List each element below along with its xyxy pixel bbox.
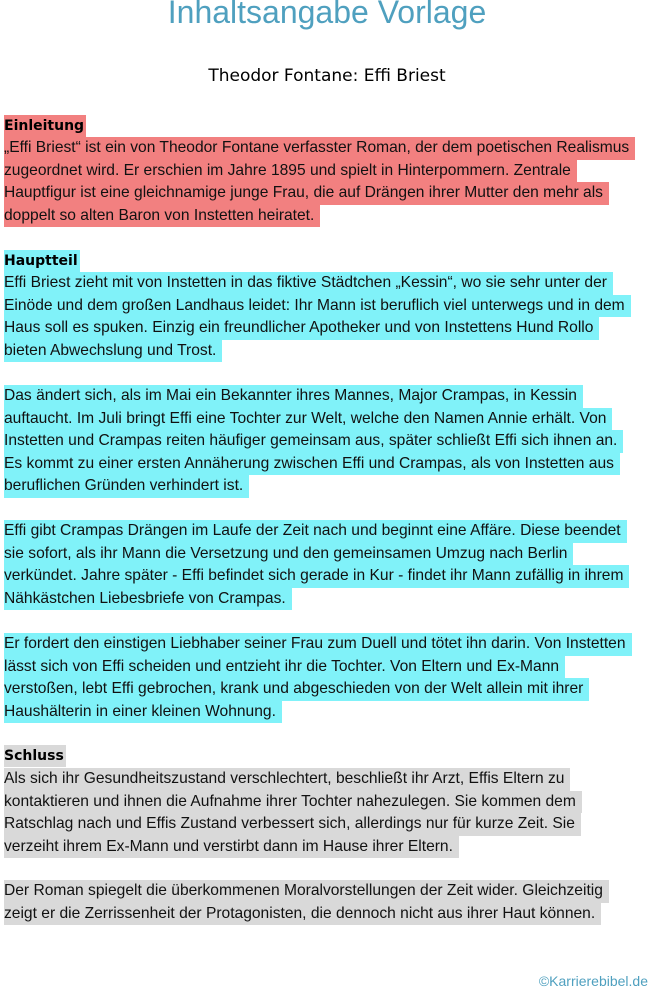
einleitung-paragraph — [4, 137, 635, 227]
schluss-paragraph-1 — [4, 768, 582, 858]
page-title: Inhaltsangabe Vorlage — [167, 0, 487, 30]
hauptteil-paragraph-4 — [4, 633, 632, 723]
schluss-paragraph-2 — [4, 880, 609, 925]
text-line: verzeiht ihrem Ex-Mann und verstirbt dann im Hause ihrer Eltern. — [4, 836, 459, 859]
text-line: Als sich ihr Gesundheitszustand verschlechtert, beschließt ihr Arzt, Effis Eltern zu — [4, 768, 570, 791]
text-line: zugeordnet wird. Er erschien im Jahre 1895 und spielt in Hinterpommern. Zentrale — [4, 160, 577, 183]
text-line: Das ändert sich, als im Mai ein Bekannter ihres Mannes, Major Crampas, in Kessin — [4, 385, 583, 408]
text-line: Nähkästchen Liebesbriefe von Crampas. — [4, 588, 292, 611]
text-line: Effi Briest zieht mit von Instetten in das fiktive Städtchen „Kessin“, wo sie sehr unter der — [4, 272, 613, 295]
text-line: lässt sich von Effi scheiden und entzieht ihr die Tochter. Von Eltern und Ex-Mann — [4, 656, 565, 679]
text-line: zeigt er die Zerrissenheit der Protagonisten, die dennoch nicht aus ihrer Haut können. — [4, 903, 601, 926]
text-line: beruflichen Gründen verhindert ist. — [4, 475, 249, 498]
hauptteil-paragraph-3 — [4, 520, 629, 610]
text-line: Instetten und Crampas reiten häufiger gemeinsam aus, später schließt Effi sich ihnen an. — [4, 430, 623, 453]
document-subtitle: Theodor Fontane: Effi Briest — [208, 66, 446, 86]
text-line: Es kommt zu einer ersten Annäherung zwischen Effi und Crampas, als von Instetten aus — [4, 453, 620, 476]
section-heading-einleitung: Einleitung — [4, 115, 86, 137]
text-line: bieten Abwechslung und Trost. — [4, 340, 222, 363]
text-line: Effi gibt Crampas Drängen im Laufe der Zeit nach und beginnt eine Affäre. Diese beendet — [4, 520, 627, 543]
text-line: auftaucht. Im Juli bringt Effi eine Tochter zur Welt, welche den Namen Annie erhält. Von — [4, 408, 612, 431]
text-line: doppelt so alten Baron von Instetten heiratet. — [4, 205, 320, 228]
text-line: sie sofort, als ihr Mann die Versetzung und den gemeinsamen Umzug nach Berlin — [4, 543, 573, 566]
text-line: Er fordert den einstigen Liebhaber seiner Frau zum Duell und tötet ihn darin. Von Instetten — [4, 633, 632, 656]
section-heading-hauptteil: Hauptteil — [4, 250, 80, 272]
text-line: Haus soll es spuken. Einzig ein freundlicher Apotheker und von Instettens Hund Rollo — [4, 317, 599, 340]
text-line: verkündet. Jahre später - Effi befindet sich gerade in Kur - findet ihr Mann zufällig in ihrem — [4, 565, 629, 588]
section-heading-schluss: Schluss — [4, 745, 66, 767]
text-line: kontaktieren und ihnen die Aufnahme ihrer Tochter nahezulegen. Sie kommen dem — [4, 791, 582, 814]
text-line: Einöde und dem großen Landhaus leidet: Ihr Mann ist beruflich viel unterwegs und in dem — [4, 295, 631, 318]
text-line: verstoßen, lebt Effi gebrochen, krank und abgeschieden von der Welt allein mit ihrer — [4, 678, 589, 701]
text-line: Haushälterin in einer kleinen Wohnung. — [4, 701, 282, 724]
hauptteil-paragraph-1 — [4, 272, 631, 362]
copyright-notice: ©Karrierebibel.de — [538, 973, 648, 989]
text-line: „Effi Briest“ ist ein von Theodor Fontane verfasster Roman, der dem poetischen Realismus — [4, 137, 635, 160]
text-line: Hauptfigur ist eine gleichnamige junge Frau, die auf Drängen ihrer Mutter den mehr als — [4, 182, 609, 205]
hauptteil-paragraph-2 — [4, 385, 623, 498]
text-line: Ratschlag nach und Effis Zustand verbessert sich, allerdings nur für kurze Zeit. Sie — [4, 813, 581, 836]
text-line: Der Roman spiegelt die überkommenen Moralvorstellungen der Zeit wider. Gleichzeitig — [4, 880, 609, 903]
